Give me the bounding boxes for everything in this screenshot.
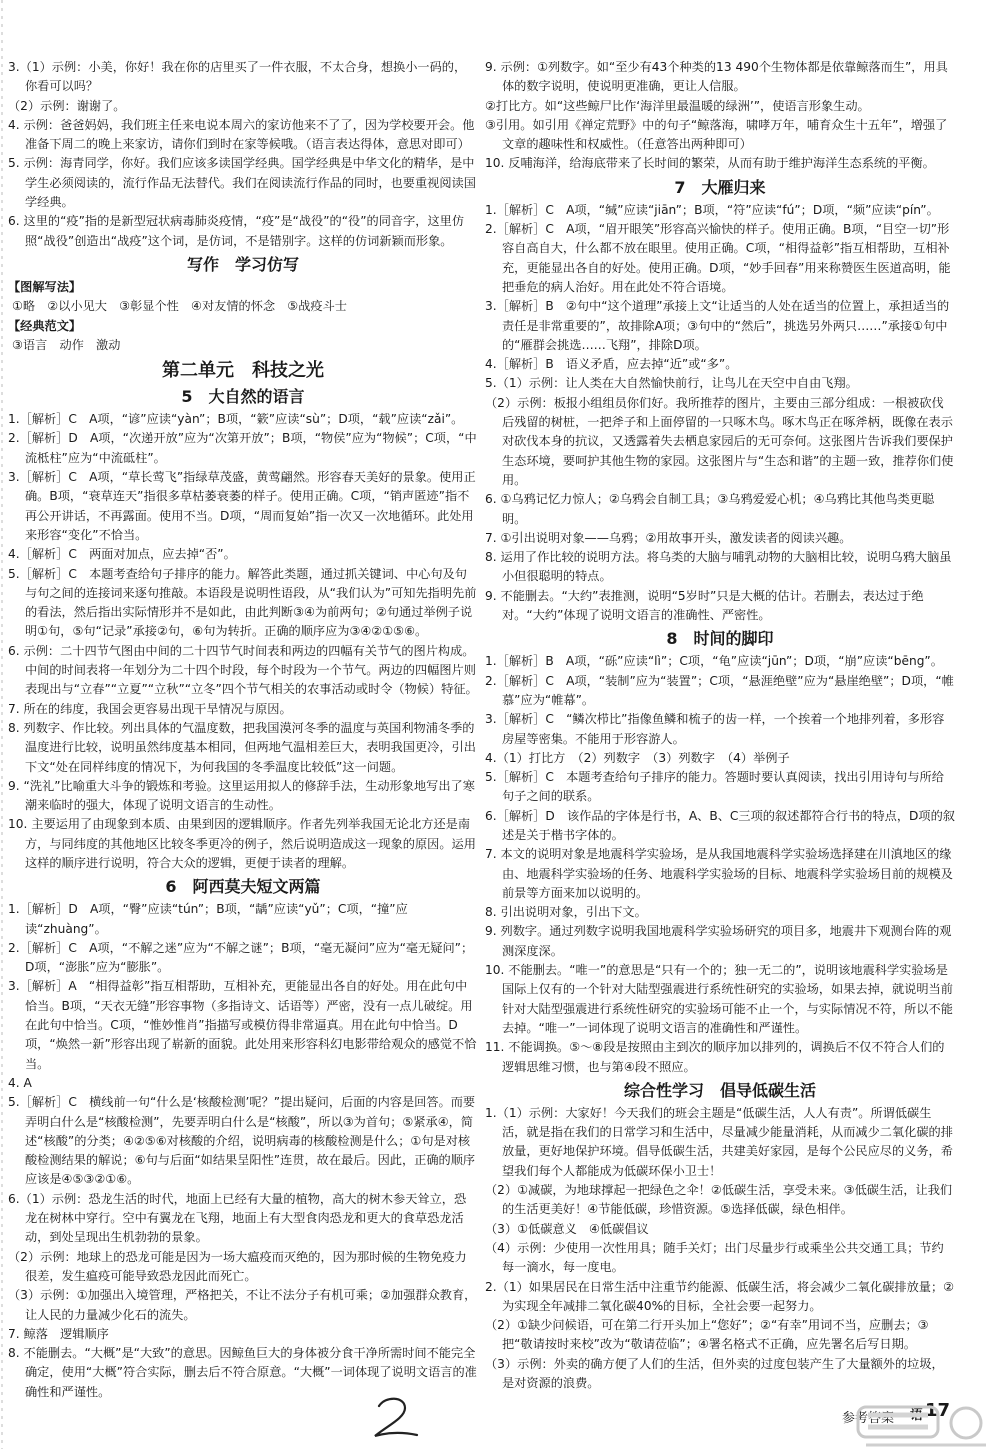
answer-text: 6. 示例：二十四节气图由中间的二十四节气时间表和两边的四幅有关节气的图片构成。中间的时间表将一年划分为二十四个时段，每个时段为一个节气。两边的四幅图片则表现出与“立春”“立夏”“立秋”“立冬”四个节气相关的农事活动或时令（物候）特征。 [8, 643, 478, 697]
subsection-tag: 【经典范文】 [8, 318, 82, 333]
answer-text: 7. 本文的说明对象是地震科学实验场，是从我国地震科学实验场选择建在川滇地区的缘由、地震科学实验场的任务、地震科学实验场的目标、地震科学实验场目前的规模及前景等方面来加以说明的。 [485, 847, 953, 900]
answer-text: （4）示例：少使用一次性用具；随手关灯；出门尽量步行或乘坐公共交通工具；节约每一滴水，每一度电。 [485, 1240, 944, 1275]
answer-text: （2）①缺少问候语，可在第二行开头加上“您好”；②“有幸”用词不当，应删去；③把“敬请按时来校”改为“敬请莅临”；④署名格式不正确，应先署名后写日期。 [485, 1318, 929, 1352]
section-heading: 写作 学习仿写 [186, 254, 299, 274]
answer-text: 5.［解析］C 本题考查给句子排序的能力。解答此类题，通过抓关键词、中心句及句与句之间的连接词来逐句推敲。本语段是说明性语段，从“我们认为”可知先指明先前的看法，然后指出实际情形并不是如此，由此判断③④为前两句；②句通过举例子说明①句，⑤句“记录”承接②句，⑥句为转折。正确的顺序应为③④②①⑤⑥。 [8, 566, 477, 639]
answer-item [485, 374, 955, 393]
answer-text: （3）①低碳意义 ④低碳倡议 [485, 1221, 649, 1236]
answer-item [485, 1220, 955, 1239]
answer-text: （2）示例：板报小组组员你们好。我所推荐的图片，主要由三部分组成：一根被砍伐后残留的树桩，一把斧子和上面停留的一只啄木鸟。啄木鸟正在啄斧柄，既像在表示对砍伐本身的抗议，又透露着失去栖息家园后的无可奈何。这张图片告诉我们要保护生态环境，要呵护其他生物的家园。这张图片与“生态和谐”的主题一致，推荐你们使用。 [485, 395, 954, 487]
answer-item [485, 154, 955, 173]
answer-text: 10. 不能删去。“唯一”的意思是“只有一个的；独一无二的”，说明该地震科学实验场是国际上仅有的一个针对大陆型强震进行系统性研究的实验场，如果去掉，就说明当前针对大陆型强震进行系统性研究的实验场可能不止一个，与实际情况不符，所以不能去掉。“唯一”一词体现了说明文语言的准确性和严谨性。 [485, 963, 953, 1035]
answer-item [8, 777, 478, 816]
answer-text: （2）①减碳，为地球撑起一把绿色之伞！②低碳生活，享受未来。③低碳生活，让我们的生活更美好！④节能低碳，珍惜资源。⑤选择低碳，绿色相伴。 [485, 1183, 953, 1217]
section-heading: 8 时间的脚印 [666, 629, 774, 649]
section-heading: 综合性学习 倡导低碳生活 [623, 1080, 816, 1100]
answer-item [485, 903, 955, 922]
answer-text: 1.［解析］C A项，“缄”应读“jiān”；B项，“符”应读“fú”；D项，“频”应读“pín”。 [485, 202, 939, 217]
answer-text: 10. 反哺海洋，给海底带来了长时间的繁荣，从而有助于维护海洋生态系统的平衡。 [485, 156, 935, 171]
answer-text: 2.［解析］C A项，“装制”应为“装置”；C项，“悬涯绝壁”应为“悬崖绝壁”；D项，“帷慕”应为“帷幕”。 [485, 673, 954, 707]
answer-text: ②打比方。如“这些鲸尸比作‘海洋里最温暖的绿洲’”，使语言形象生动。 [485, 98, 870, 113]
answer-item [8, 1093, 478, 1189]
answer-item [8, 97, 478, 116]
scan-edge [0, 0, 4, 1449]
answer-item [8, 700, 478, 719]
answer-text: 2.［解析］C A项，“不解之迷”应为“不解之谜”；B项，“毫无凝问”应为“毫无疑问”；D项，“澎胀”应为“膨胀”。 [8, 940, 474, 975]
answer-text: 2.［解析］D A项，“次递开放”应为“次第开放”；B项，“物侯”应为“物候”；C项，“中流柢柱”应为“中流砥柱”。 [8, 431, 477, 465]
answer-text: （2）示例：地球上的恐龙可能是因为一场大瘟疫而灭绝的，因为那时候的生物免疫力很差，发生瘟疫可能导致恐龙因此而死亡。 [8, 1249, 467, 1283]
answer-text: 4. 示例：爸爸妈妈，我们班主任来电说本周六的家访他来不了了，因为学校要开会。他准备下周二的晚上来家访，请你们到时在家等候哦。（语言表达得体，意思对即可） [8, 117, 475, 152]
watermark-logo [856, 1405, 1000, 1449]
answer-text: 5.（1）示例：让人类在大自然愉快前行，让鸟儿在天空中自由飞翔。 [485, 376, 858, 391]
answer-item [8, 429, 478, 468]
answer-text: 3.［解析］C A项，“草长莺飞”指绿草茂盛，黄莺翩然。形容春天美好的景象。使用正确。B项，“衰草连天”指很多草枯萎衰萎的样子。使用正确。C项，“销声匿迹”指不再公开讲话，不再露面。使用不当。D项，“周而复始”指一次又一次地循环。此处用来形容“变化”不恰当。 [8, 470, 476, 542]
answer-text: 5.［解析］C 横线前一句“什么是‘核酸检测’呢？”提出疑问，后面的内容是回答。而要弄明白什么是“核酸检测”，先要弄明白什么是“核酸”，所以③为首句；⑤紧承④，简述“核酸”的分类；④②⑤⑥对核酸的介绍，说明病毒的核酸检测是什么；①句是对核酸检测结果的解说；⑥句与后面“如结果呈阳性”连贯，故在最后。因此，正确的顺序应该是④⑤③②①⑥。 [8, 1095, 476, 1187]
section-heading: 6 阿西莫夫短文两篇 [165, 877, 321, 897]
answer-item [8, 410, 478, 429]
answer-item [485, 587, 955, 626]
answer-text: 3.（1）示例：小美，你好！我在你的店里买了一件衣服，不太合身，想换小一码的，你看可以吗？ [8, 60, 467, 94]
answer-text: 7. 鲸落 逻辑顺序 [8, 1326, 109, 1341]
answer-text: 7. ①引出说明对象——乌鸦；②用故事开头，激发读者的阅读兴趣。 [485, 530, 852, 545]
answer-text: 9. “洗礼”比喻重大斗争的锻炼和考验。这里运用拟人的修辞手法，生动形象地写出了寒潮来临时的强大，体现了说明文语言的生动性。 [8, 778, 475, 813]
answer-text: 11. 不能调换。⑤～⑧段是按照由主到次的顺序加以排列的，调换后不仅不符合人们的逻辑思维习惯，也与第④段不照应。 [485, 1040, 945, 1074]
footer-label: 参考答案 [842, 1411, 895, 1426]
answer-text: 3.［解析］A “相得益彰”指互相帮助，互相补充，更能显出各自的好处。用在此句中恰当。B项，“天衣无缝”形容事物（多指诗文、话语等）严密，没有一点儿破绽。用在此句中恰当。C项，“惟妙惟肖”指描写或模仿得非常逼真。用在此句中恰当。D项，“焕然一新”形容出现了崭新的面貌。此处用来形容科幻电影带给观众的感觉不恰当。 [8, 979, 477, 1071]
answer-item [8, 939, 478, 978]
answer-item [8, 642, 478, 700]
answer-text: 1.［解析］D A项，“臀”应读“tún”；B项，“龋”应读“yǔ”；C项，“撞”应读“zhuàng”。 [8, 902, 408, 936]
answer-text: 2.［解析］C A项，“眉开眼笑”形容高兴愉快的样子。使用正确。B项，“目空一切”形容自高自大，什么都不放在眼里。使用正确。C项，“相得益彰”指互相帮助，互相补充，更能显出各自的好处。使用正确。D项，“妙手回春”用来称赞医生医道高明，能把垂危的病人治好。用在此处不符合语境。 [485, 222, 951, 294]
handwritten-number [365, 1392, 425, 1446]
answer-text: （3）示例：①加强出入境管理，严格把关，不让不法分子有机可乘；②加强群众教育，让人民的力量减少化石的流失。 [8, 1288, 477, 1322]
answer-item [485, 807, 955, 846]
answer-text: ③引用。如引用《禅定荒野》中的句子“鲸落海，啸哮万年，哺育众生十五年”，增强了文章的趣味性和权威性。（任意答出两种即可） [485, 117, 948, 152]
answer-text: 9. 示例：①列数字。如“至少有43个种类的13 490个生物体都是依靠鲸落而生”，用具体的数字说明，使说明更准确，更让人信服。 [485, 60, 948, 94]
answer-text: 3.［解析］C “鳞次栉比”指像鱼鳞和梳子的齿一样，一个挨着一个地排列着，多形容房屋等密集。不能用于形容游人。 [485, 712, 945, 746]
answer-text: 5.［解析］C 本题考查给句子排序的能力。答题时要认真阅读，找出引用诗句与所给句子之间的联系。 [485, 770, 944, 804]
answer-text: 10. 主要运用了由现象到本质、由果到因的逻辑顺序。作者先列举我国无论北方还是南方，与同纬度的其他地区比较冬季更冷的例子，然后说明造成这一现象的原因。运用这样的顺序进行说明，符合大众的逻辑，更便于读者的理解。 [8, 817, 476, 870]
answer-item [485, 116, 955, 155]
answer-item [485, 58, 955, 97]
answer-text: 1.［解析］C A项，“谚”应读“yàn”；B项，“簌”应读“sù”；D项，“载”应读“zǎi”。 [8, 412, 464, 427]
answer-text: （2）示例：谢谢了。 [8, 98, 126, 113]
answer-item [485, 548, 955, 587]
answer-text: 1.（1）示例：大家好！今天我们的班会主题是“低碳生活，人人有责”。所谓低碳生活，就是指在我们的日常学习和生活中，尽量减少能量消耗，从而减少二氧化碳的排放量，更好地保护环境。倡导低碳生活，共建美好家园，是每个公民应尽的义务，希望我们每个人都能成为低碳环保小卫士！ [485, 1105, 953, 1178]
left-column [8, 58, 478, 1402]
answer-item [8, 212, 478, 251]
answer-item [485, 749, 955, 768]
section-heading: 5 大自然的语言 [181, 387, 305, 407]
answer-item [485, 1181, 955, 1220]
answer-line: ③语言 动作 激动 [12, 337, 121, 352]
answer-text: 4. A [8, 1075, 32, 1090]
answer-item [485, 355, 955, 374]
answer-text: 7. 所在的纬度，我国会更容易出现干旱情况与原因。 [8, 701, 292, 716]
answer-item [8, 1248, 478, 1287]
answer-item [485, 652, 955, 671]
answer-item [8, 116, 478, 155]
answer-item [485, 845, 955, 903]
answer-text: 6. ①乌鸦记忆力惊人；②乌鸦会自制工具；③乌鸦爱爱心机；④乌鸦比其他鸟类更聪明。 [485, 492, 935, 526]
answer-item [485, 201, 955, 220]
answer-text: 2.（1）如果居民在日常生活中注重节约能源、低碳生活，将会减少二氧化碳排放量；②为实现全年减排二氧化碳40%的目标，全社会要一起努力。 [485, 1279, 955, 1313]
answer-item [485, 97, 955, 116]
answer-text: 9. 列数字。通过列数字说明我国地震科学实验场研究的项目多，地震井下观测台阵的观测深度深。 [485, 924, 952, 958]
answer-text: 8. 运用了作比较的说明方法。将乌类的大脑与哺乳动物的大脑相比较，说明乌鸦大脑虽小但很聪明的特点。 [485, 550, 952, 584]
answer-line: ①略 ②以小见大 ③彰显个性 ④对友情的怀念 ⑤战疫斗士 [12, 299, 347, 314]
answer-item [485, 297, 955, 355]
answer-item [485, 961, 955, 1038]
answer-text: 4.（1）打比方 （2）列数字 （3）列数字 （4）举例子 [485, 750, 790, 765]
answer-item [8, 1074, 478, 1093]
answer-item [8, 154, 478, 212]
answer-item [485, 394, 955, 490]
answer-text: 6.［解析］D 该作品的字体是行书，A、B、C三项的叙述都符合行书的特点，D项的叙述是关于楷书字体的。 [485, 808, 955, 842]
answer-text: 6.（1）示例：恐龙生活的时代，地面上已经有大量的植物，高大的树木参天耸立，恐龙在树林中穿行。空中有翼龙在飞翔，地面上有大型食肉恐龙和更大的食草恐龙活动，到处呈现出生机勃勃的景象。 [8, 1191, 467, 1245]
answer-text: 3.［解析］B ②句中“这个道理”承接上文“让适当的人处在适当的位置上，承担适当的责任是非常重要的”，故排除A项；③句中的“然后”，挑选另外两只……”承接①句中的“雁群会挑选……飞翔”，排除D项。 [485, 299, 950, 352]
answer-item [485, 672, 955, 711]
answer-item [485, 1278, 955, 1317]
answer-item [485, 710, 955, 749]
answer-item [485, 768, 955, 807]
answer-text: 9. 不能删去。“大约”表推测，说明“5岁时”只是大概的估计。若删去，表达过于绝对。“大约”体现了说明文语言的准确性、严密性。 [485, 588, 924, 623]
answer-item [8, 1286, 478, 1325]
answer-item [485, 529, 955, 548]
unit-heading: 第二单元 科技之光 [162, 360, 324, 382]
answer-item [485, 1038, 955, 1077]
answer-item [8, 468, 478, 545]
answer-item [8, 545, 478, 564]
answer-item [8, 815, 478, 873]
answer-text: 5. 示例：海青同学，你好。我们应该多读国学经典。国学经典是中华文化的精华，是中学生必须阅读的，流行作品无法替代。我们在阅读流行作品的同时，也要重视阅读国学经典。 [8, 156, 476, 210]
answer-item [485, 1239, 955, 1278]
section-heading: 7 大雁归来 [674, 177, 766, 197]
page-number: 17 [925, 1400, 951, 1421]
answer-text: 4.［解析］C 两面对加点，应去掉“否”。 [8, 547, 236, 562]
right-column [485, 58, 955, 1393]
answer-item [485, 1104, 955, 1181]
answer-item [485, 922, 955, 961]
answer-item [485, 1355, 955, 1394]
answer-text: （3）示例：外卖的确方便了人们的生活，但外卖的过度包装产生了大量额外的垃圾，是对资源的浪费。 [485, 1356, 944, 1390]
answer-item [485, 220, 955, 297]
answer-item [485, 490, 955, 529]
answer-text: 8. 列数字、作比较。列出具体的气温度数，把我国漠河冬季的温度与英国利物浦冬季的温度进行比较，说明虽然纬度基本相同，但两地气温相差巨大，表明我国更冷，引出下文“处在同样纬度的情况下，为何我国的冬季温度比较低”这一问题。 [8, 720, 476, 774]
subsection-tag: 【图解写法】 [8, 279, 82, 294]
answer-item [8, 900, 478, 939]
answer-item [8, 58, 478, 97]
answer-item [8, 719, 478, 777]
answer-item [485, 1316, 955, 1355]
answer-item [8, 565, 478, 642]
answer-text: 1.［解析］B A项，“砾”应读“lì”；C项，“龟”应读“jūn”；D项，“崩”应读“bēng”。 [485, 654, 943, 669]
answer-item [8, 1190, 478, 1248]
answer-text: 8. 引出说明对象，引出下文。 [485, 905, 647, 920]
answer-text: 8. 不能删去。“大概”是“大致”的意思。因鲸鱼巨大的身体被分食干净所需时间不能完全确定，使用“大概”符合实际，删去后不符合原意。“大概”一词体现了说明文语言的准确性和严谨性。 [8, 1346, 477, 1399]
answer-text: 4.［解析］B 语义矛盾，应去掉“近”或“多”。 [485, 357, 738, 372]
answer-item [8, 977, 478, 1073]
answer-text: 6. 这里的“疫”指的是新型冠状病毒肺炎疫情，“疫”是“战役”的“役”的同音字，这里仿照“战役”创造出“战疫”这个词，是仿词，不是错别字。这样的仿词新颖而形象。 [8, 214, 465, 248]
answer-item [8, 1325, 478, 1344]
